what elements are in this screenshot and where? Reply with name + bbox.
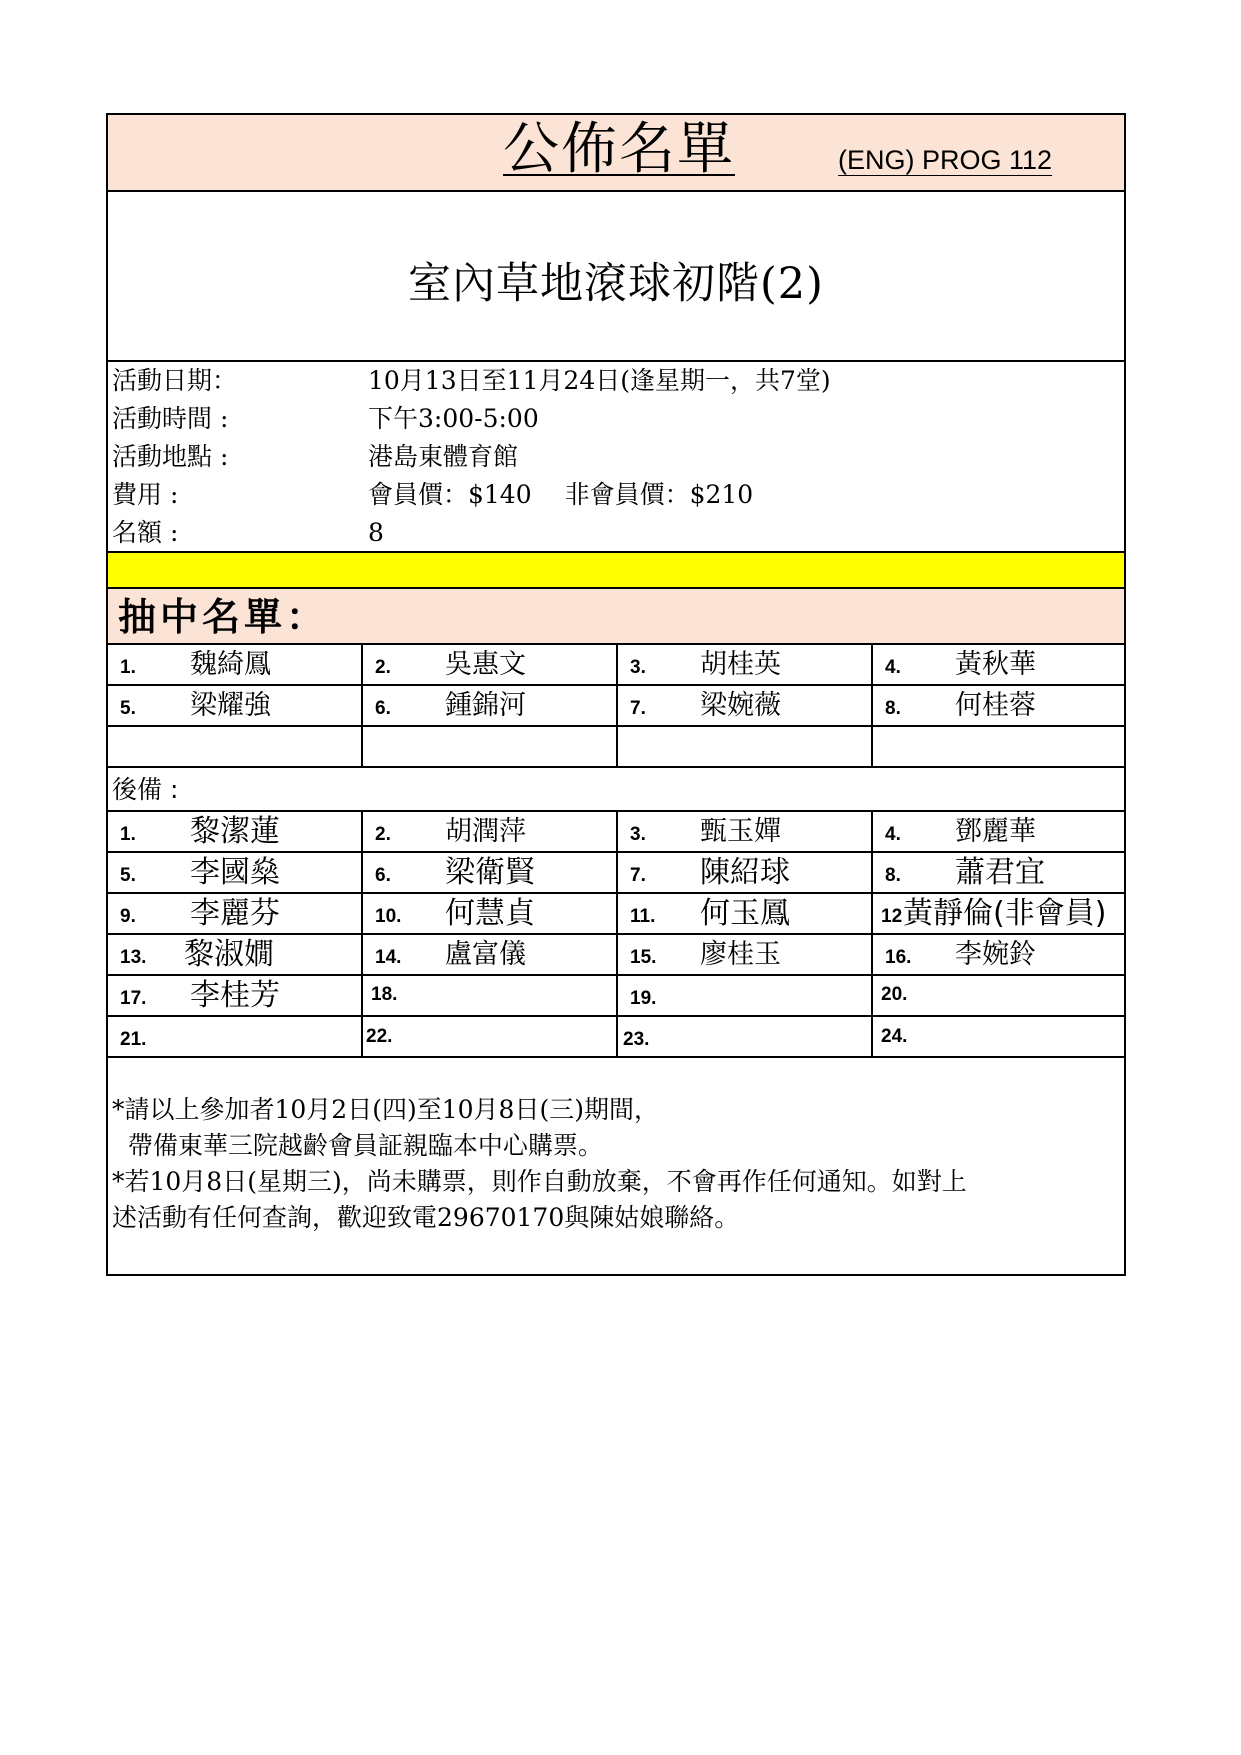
participant-name: 盧富儀 [445,939,526,970]
participant-name: 黎潔蓮 [190,814,280,849]
info-label: 活動時間 : [112,404,229,433]
info-quota [112,514,384,552]
item-number: 5. [120,698,136,719]
list-item [618,976,873,1015]
item-number: 14. [375,947,402,968]
list-item [108,935,363,974]
info-value: 港島東體育館 [368,442,519,471]
participant-name: 李桂芳 [190,978,280,1013]
info-venue [112,438,518,476]
drawn-row-1 [108,645,1124,686]
list-item [618,935,873,974]
participant-name: 黃靜倫(非會員) [903,896,1107,931]
participant-name: 何玉鳳 [700,896,790,931]
info-label: 名額 : [112,518,179,547]
list-item [873,727,1124,766]
participant-name: 甄玉嬋 [700,816,781,847]
participant-name: 李國燊 [190,855,280,890]
participant-name: 鄧麗華 [955,816,1036,847]
item-number: 23. [623,1029,650,1050]
backup-label: 後備 : [112,775,179,804]
note-line: *請以上參加者10月2日(四)至10月8日(三)期間， [112,1095,659,1124]
list-item [873,935,1124,974]
list-item [363,812,618,851]
list-item [618,727,873,766]
item-number: 11. [630,906,656,927]
activity-info [108,362,1124,553]
list-item [108,1017,363,1056]
item-number: 10. [375,906,402,927]
info-fee [112,476,753,514]
item-number: 18. [371,984,398,1005]
list-item [618,686,873,725]
participant-name: 梁衛賢 [445,855,535,890]
list-item [873,812,1124,851]
item-number: 16. [885,947,912,968]
list-item [363,976,618,1015]
info-label: 活動日期： [112,366,238,395]
activity-name: 室內草地滾球初階(2) [408,259,824,309]
list-item [873,686,1124,725]
note-line: 述活動有任何查詢，歡迎致電29670170與陳姑娘聯絡。 [112,1203,740,1232]
item-number: 2. [375,824,391,845]
program-code: (ENG) PROG 112 [838,145,1053,175]
item-number: 1. [120,824,136,845]
participant-name: 胡桂英 [700,649,781,680]
participant-name: 廖桂玉 [700,939,781,970]
participant-name: 黎淑嫺 [184,937,274,972]
notes-section [108,1058,1124,1274]
drawn-row-empty [108,727,1124,768]
list-item [873,976,1124,1015]
item-number: 6. [375,865,391,886]
list-item [108,976,363,1015]
participant-name: 胡潤萍 [445,816,526,847]
list-item [873,1017,1124,1056]
item-number: 9. [120,906,136,927]
note-line: 帶備東華三院越齡會員証親臨本中心購票。 [112,1131,603,1160]
highlight-bar [108,553,1124,589]
participant-name: 黃秋華 [955,649,1036,680]
list-item [873,645,1124,684]
item-number: 20. [881,984,908,1005]
list-item [363,645,618,684]
backup-header [108,768,1124,812]
backup-row-6 [108,1017,1124,1058]
item-number: 22. [366,1026,393,1047]
backup-row-1 [108,812,1124,853]
item-number: 8. [885,698,901,719]
item-number: 1. [120,657,136,678]
backup-row-4 [108,935,1124,976]
backup-row-5 [108,976,1124,1017]
drawn-list-header [108,589,1124,645]
participant-name: 吳惠文 [445,649,526,680]
list-item [108,727,363,766]
info-value: 8 [368,518,384,547]
list-item [108,853,363,892]
list-item [618,894,873,933]
list-item [618,812,873,851]
item-number: 12 [881,906,903,927]
participant-name: 何慧貞 [445,896,535,931]
info-value: 會員價：$140 非會員價：$210 [368,480,754,509]
list-item [108,894,363,933]
list-item [363,853,618,892]
list-item [618,645,873,684]
item-number: 5. [120,865,136,886]
item-number: 24. [881,1026,908,1047]
participant-name: 梁耀強 [190,690,271,721]
backup-row-2 [108,853,1124,894]
item-number: 19. [630,988,657,1009]
note-line: *若10月8日(星期三)，尚未購票，則作自動放棄，不會再作任何通知。如對上 [112,1167,967,1196]
participant-name: 李婉鈴 [955,939,1036,970]
item-number: 2. [375,657,391,678]
item-number: 7. [630,865,646,886]
participant-name: 梁婉薇 [700,690,781,721]
item-number: 7. [630,698,646,719]
info-label: 費用 : [112,480,179,509]
participant-name: 李麗芬 [190,896,280,931]
info-time [112,400,539,438]
item-number: 3. [630,824,646,845]
item-number: 4. [885,824,901,845]
list-item [108,686,363,725]
list-item [363,686,618,725]
list-item [363,935,618,974]
page-title: 公佈名單 [503,117,735,182]
participant-name: 何桂蓉 [955,690,1036,721]
list-item [873,853,1124,892]
list-item [618,853,873,892]
list-item [618,1017,873,1056]
info-date [112,362,831,400]
list-item [363,1017,618,1056]
list-item [363,894,618,933]
participant-name: 蕭君宜 [955,855,1045,890]
list-item [873,894,1124,933]
announcement-sheet [106,113,1126,1276]
participant-name: 陳紹球 [700,855,790,890]
item-number: 6. [375,698,391,719]
item-number: 15. [630,947,657,968]
participant-name: 魏綺鳳 [190,649,271,680]
title-row [108,115,1124,192]
item-number: 3. [630,657,646,678]
info-label: 活動地點 : [112,442,229,471]
drawn-list-title: 抽中名單： [118,595,329,639]
participant-name: 鍾錦河 [445,690,526,721]
item-number: 21. [120,1029,147,1050]
drawn-row-2 [108,686,1124,727]
info-value: 10月13日至11月24日(逢星期一，共7堂) [368,366,831,395]
item-number: 17. [120,988,147,1009]
list-item [108,812,363,851]
item-number: 8. [885,865,901,886]
item-number: 13. [120,947,147,968]
backup-row-3 [108,894,1124,935]
info-value: 下午3:00-5:00 [368,404,539,433]
list-item [363,727,618,766]
activity-name-row [108,192,1124,362]
item-number: 4. [885,657,901,678]
list-item [108,645,363,684]
